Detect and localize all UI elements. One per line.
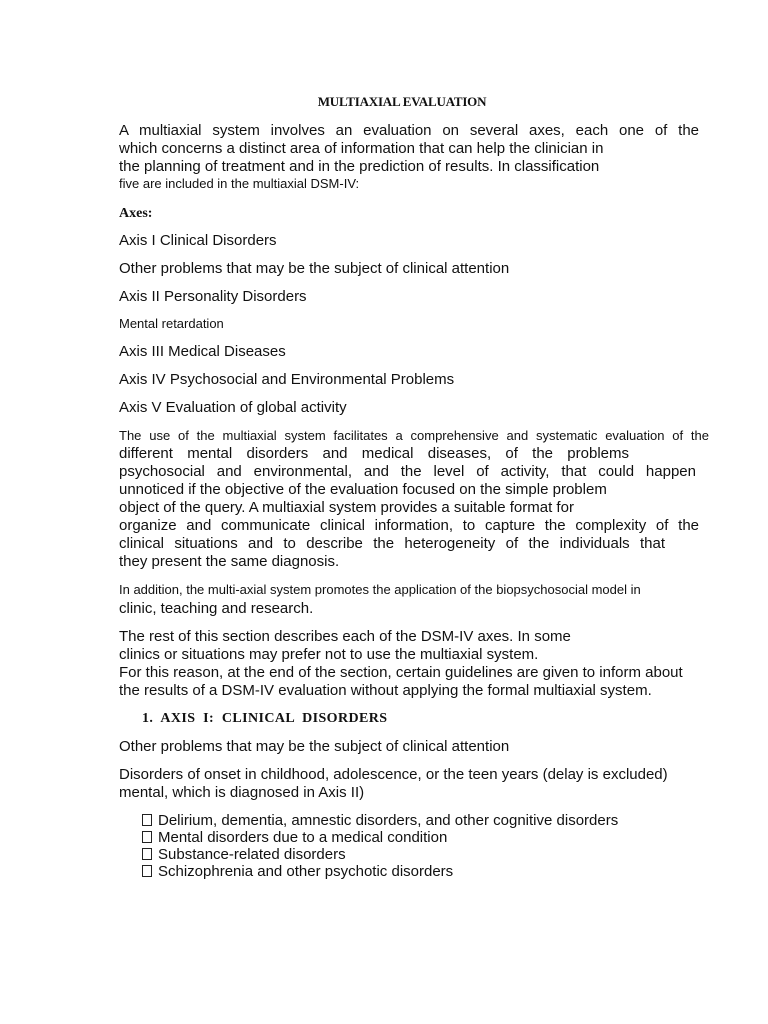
checkbox-bullet-icon: [142, 848, 152, 860]
axis-item: Axis I Clinical Disorders: [119, 232, 277, 249]
paragraph-line: In addition, the multi-axial system promotes the application of the biopsychosocial model in: [119, 582, 641, 597]
paragraph-line: organize and communicate clinical information, to capture the complexity of the: [119, 517, 699, 534]
intro-line: A multiaxial system involves an evaluation on several axes, each one of the: [119, 122, 699, 139]
intro-line: which concerns a distinct area of information that can help the clinician in: [119, 140, 604, 157]
checkbox-bullet-icon: [142, 814, 152, 826]
paragraph-line: different mental disorders and medical diseases, of the problems: [119, 445, 629, 462]
list-item-text: Mental disorders due to a medical condition: [158, 829, 448, 846]
section-paragraph-line: mental, which is diagnosed in Axis II): [119, 784, 365, 801]
axis-item: Axis IV Psychosocial and Environmental Problems: [119, 371, 455, 388]
list-item: [142, 846, 346, 863]
list-item: [142, 829, 447, 846]
section-paragraph-line: Disorders of onset in childhood, adolescence, or the teen years (delay is excluded): [119, 766, 668, 783]
list-item: [142, 863, 453, 880]
axis-item: Other problems that may be the subject of clinical attention: [119, 260, 510, 277]
section-line: Other problems that may be the subject of clinical attention: [119, 738, 510, 755]
paragraph-line: clinic, teaching and research.: [119, 600, 314, 617]
paragraph-line: they present the same diagnosis.: [119, 553, 340, 570]
paragraph-line: The rest of this section describes each of the DSM-IV axes. In some: [119, 628, 571, 645]
axes-label: Axes:: [119, 206, 153, 221]
paragraph-line: clinics or situations may prefer not to use the multiaxial system.: [119, 646, 539, 663]
axis-item: Mental retardation: [119, 316, 224, 331]
axis-item: Axis II Personality Disorders: [119, 288, 307, 305]
axis-item: Axis III Medical Diseases: [119, 343, 286, 360]
section-heading: 1. AXIS I: CLINICAL DISORDERS: [142, 711, 388, 726]
paragraph-line: object of the query. A multiaxial system provides a suitable format for: [119, 499, 574, 516]
paragraph-line: clinical situations and to describe the heterogeneity of the individuals that: [119, 535, 665, 552]
checkbox-bullet-icon: [142, 831, 152, 843]
checkbox-bullet-icon: [142, 865, 152, 877]
intro-line: five are included in the multiaxial DSM-IV:: [119, 176, 360, 191]
paragraph-line: unnoticed if the objective of the evaluation focused on the simple problem: [119, 481, 607, 498]
paragraph-line: psychosocial and environmental, and the level of activity, that could happen: [119, 463, 696, 480]
list-item: [142, 812, 618, 829]
document-title: MULTIAXIAL EVALUATION: [317, 94, 487, 109]
list-item-text: Schizophrenia and other psychotic disorders: [158, 863, 454, 880]
paragraph-line: the results of a DSM-IV evaluation without applying the formal multiaxial system.: [119, 682, 652, 699]
list-item-text: Delirium, dementia, amnestic disorders, and other cognitive disorders: [158, 812, 619, 829]
intro-line: the planning of treatment and in the prediction of results. In classification: [119, 158, 600, 175]
list-item-text: Substance-related disorders: [158, 846, 346, 863]
paragraph-line: The use of the multiaxial system facilitates a comprehensive and systematic evaluation of the: [119, 428, 709, 443]
axis-item: Axis V Evaluation of global activity: [119, 399, 347, 416]
paragraph-line: For this reason, at the end of the section, certain guidelines are given to inform about: [119, 664, 683, 681]
